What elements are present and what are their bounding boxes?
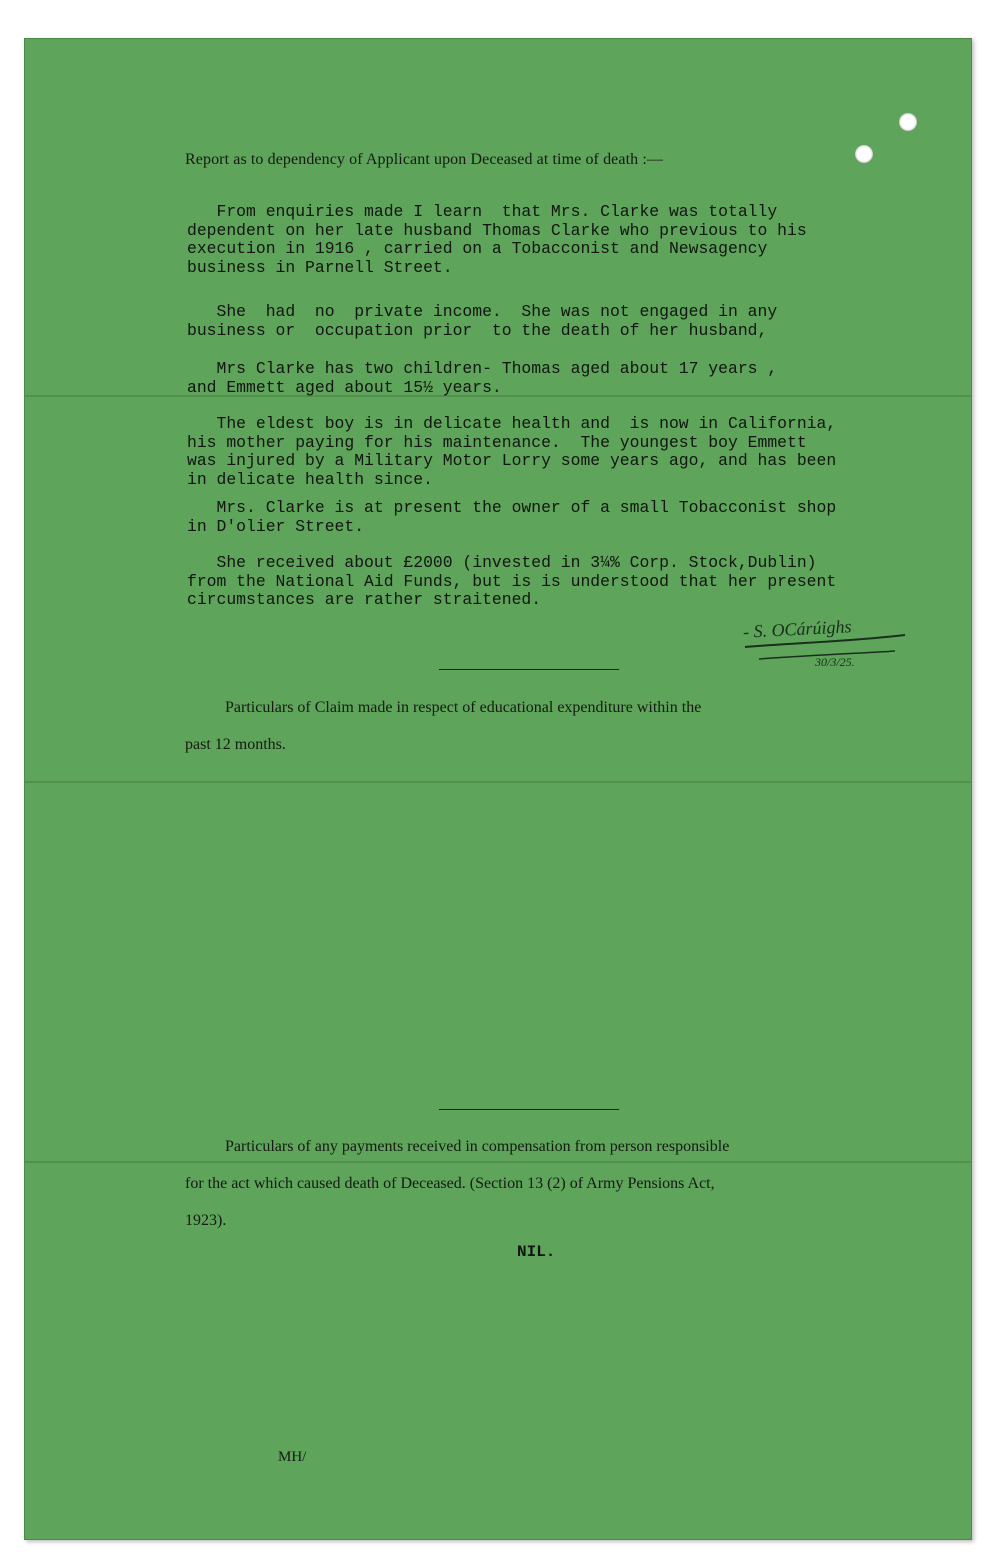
- compensation-line: for the act which caused death of Deceased. (Section 13 (2) of Army Pensions Act,: [185, 1175, 715, 1192]
- report-line: circumstances are rather straitened.: [187, 590, 542, 609]
- educational-claim-section: [185, 689, 701, 763]
- punch-hole: [855, 145, 873, 163]
- punch-hole: [899, 113, 917, 131]
- signature-name: - S. OCárúighs: [742, 616, 852, 642]
- report-line: Mrs. Clarke is at present the owner of a small Tobacconist shop: [187, 498, 837, 517]
- section-divider: [439, 1109, 619, 1110]
- report-line: She had no private income. She was not engaged in any: [187, 302, 778, 321]
- reference-initials: MH/: [278, 1449, 307, 1465]
- compensation-line: Particulars of any payments received in compensation from person responsible: [225, 1138, 730, 1155]
- signature: [715, 616, 915, 679]
- report-paragraph: [187, 554, 836, 610]
- compensation-line: 1923).: [185, 1212, 227, 1229]
- educational-claim-line: past 12 months.: [185, 736, 286, 753]
- report-line: dependent on her late husband Thomas Clarke who previous to his: [187, 220, 807, 240]
- report-line: business in Parnell Street.: [187, 257, 453, 277]
- report-paragraph: [187, 303, 777, 340]
- report-line: execution in 1916 , carried on a Tobacconist and Newsagency: [187, 239, 768, 258]
- report-line: in delicate health since.: [187, 469, 433, 489]
- report-line: The eldest boy is in delicate health and is now in California,: [187, 414, 837, 433]
- report-line: business or occupation prior to the death of her husband,: [187, 320, 768, 340]
- report-line: his mother paying for his maintenance. The youngest boy Emmett: [187, 432, 807, 452]
- report-line: in D'olier Street.: [187, 516, 365, 536]
- signature-underline: [715, 619, 915, 679]
- nil-answer: NIL.: [517, 1243, 556, 1261]
- report-line: From enquiries made I learn that Mrs. Clarke was totally: [187, 202, 778, 221]
- section-divider: [439, 669, 619, 670]
- report-line: and Emmett aged about 15½ years.: [187, 377, 502, 397]
- report-paragraph: [187, 415, 836, 489]
- educational-claim-line: Particulars of Claim made in respect of educational expenditure within the: [225, 699, 702, 716]
- report-line: was injured by a Military Motor Lorry some years ago, and has been: [187, 451, 837, 470]
- report-line: from the National Aid Funds, but is is understood that her present: [187, 571, 837, 591]
- report-paragraph: [187, 499, 836, 536]
- report-paragraph: [187, 203, 807, 277]
- fold-line: [25, 781, 971, 783]
- report-paragraph: [187, 360, 777, 397]
- document-page: [24, 38, 972, 1540]
- compensation-section: [185, 1128, 729, 1239]
- report-line: She received about £2000 (invested in 3¼% Corp. Stock,Dublin): [187, 553, 817, 572]
- dependency-report-heading: Report as to dependency of Applicant upon Deceased at time of death :—: [185, 151, 663, 168]
- report-line: Mrs Clarke has two children- Thomas aged about 17 years ,: [187, 359, 778, 378]
- signature-date: 30/3/25.: [815, 655, 855, 669]
